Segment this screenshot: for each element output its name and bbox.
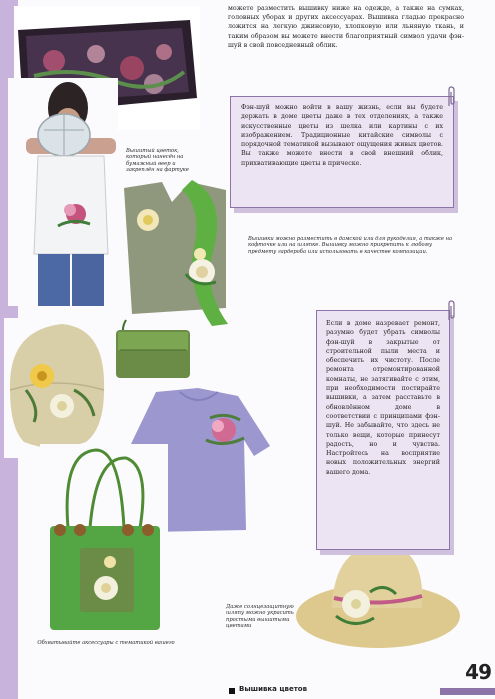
apron-woman-photo [8,78,118,306]
straw-hat-photo [292,538,462,654]
page-number: 49 [465,660,491,684]
green-tote-photo [40,444,168,634]
paperclip-icon-2 [446,300,456,322]
page-number-bar [440,688,495,695]
caption-bag: Обхватывайте аксессуары с тематикой вашего [37,640,175,646]
straw-cap-photo [4,318,108,458]
paperclip-icon [446,86,456,108]
footer-square-icon [229,688,235,694]
caption-middle: Вышивки можно разместить в дамской или для рукоделия, а также на кофточке или на шляпке. Вышивку можно прикрепить к любому предмету гардероба или использовать в качестве композиции. [248,236,453,255]
info-box-renovation [316,310,450,550]
info-box-renovation-text: Если в доме назревает ремонт, разумно будет убрать символы фэн-шуй в закрытые от строительной пыли места и обеспечить их чистоту. После ремонта отремонтированной комнаты, не затягивайте с этим, при необходимости постирайте вышивки, а затем расставьте в обновлённом доме в соответствии с принципами фэн-шуй. Не забывайте, что здесь не только вещи, которые принесут радость, но и чувства. Настройтесь на восприятие новых положительных энергий вашего дома. [326,320,440,476]
intro-paragraph: можете разместить вышивку ниже на одежде, а также на сумках, головных уборах и других аксессуарах. Вышивка гладью прекрасно ложится на легкую джинсовую, хлопковую или льняную ткань, и таким образом вы можете внести благоприятный символ удачи фэн-шуй в свой повседневный облик. [228,5,464,49]
info-box-feng-shui-text: Фэн-шуй можно войти в вашу жизнь, если вы будете держать в доме цветы даже в тех отделениях, а также искусственные цветы из шелка или картины с их изображением. Традиционные китайские символы с порядочной тематикой вызывают ощущения живых цветов. Вы также можете внести в свой внешний облик, прихвативающие цветы в прическе. [241,104,443,167]
caption-mask: Вышитый цветок, который нанесён на бумажный веер и закреплён на фартуке [126,148,189,174]
info-box-feng-shui [230,96,454,208]
green-top-photo [116,178,244,328]
caption-hat: Даже солнцезащитную шляпу можно украсить простыми вышитыми цветами [226,604,294,630]
footer-label: Вышивка цветов [239,685,308,693]
green-clutch-photo [112,314,194,382]
